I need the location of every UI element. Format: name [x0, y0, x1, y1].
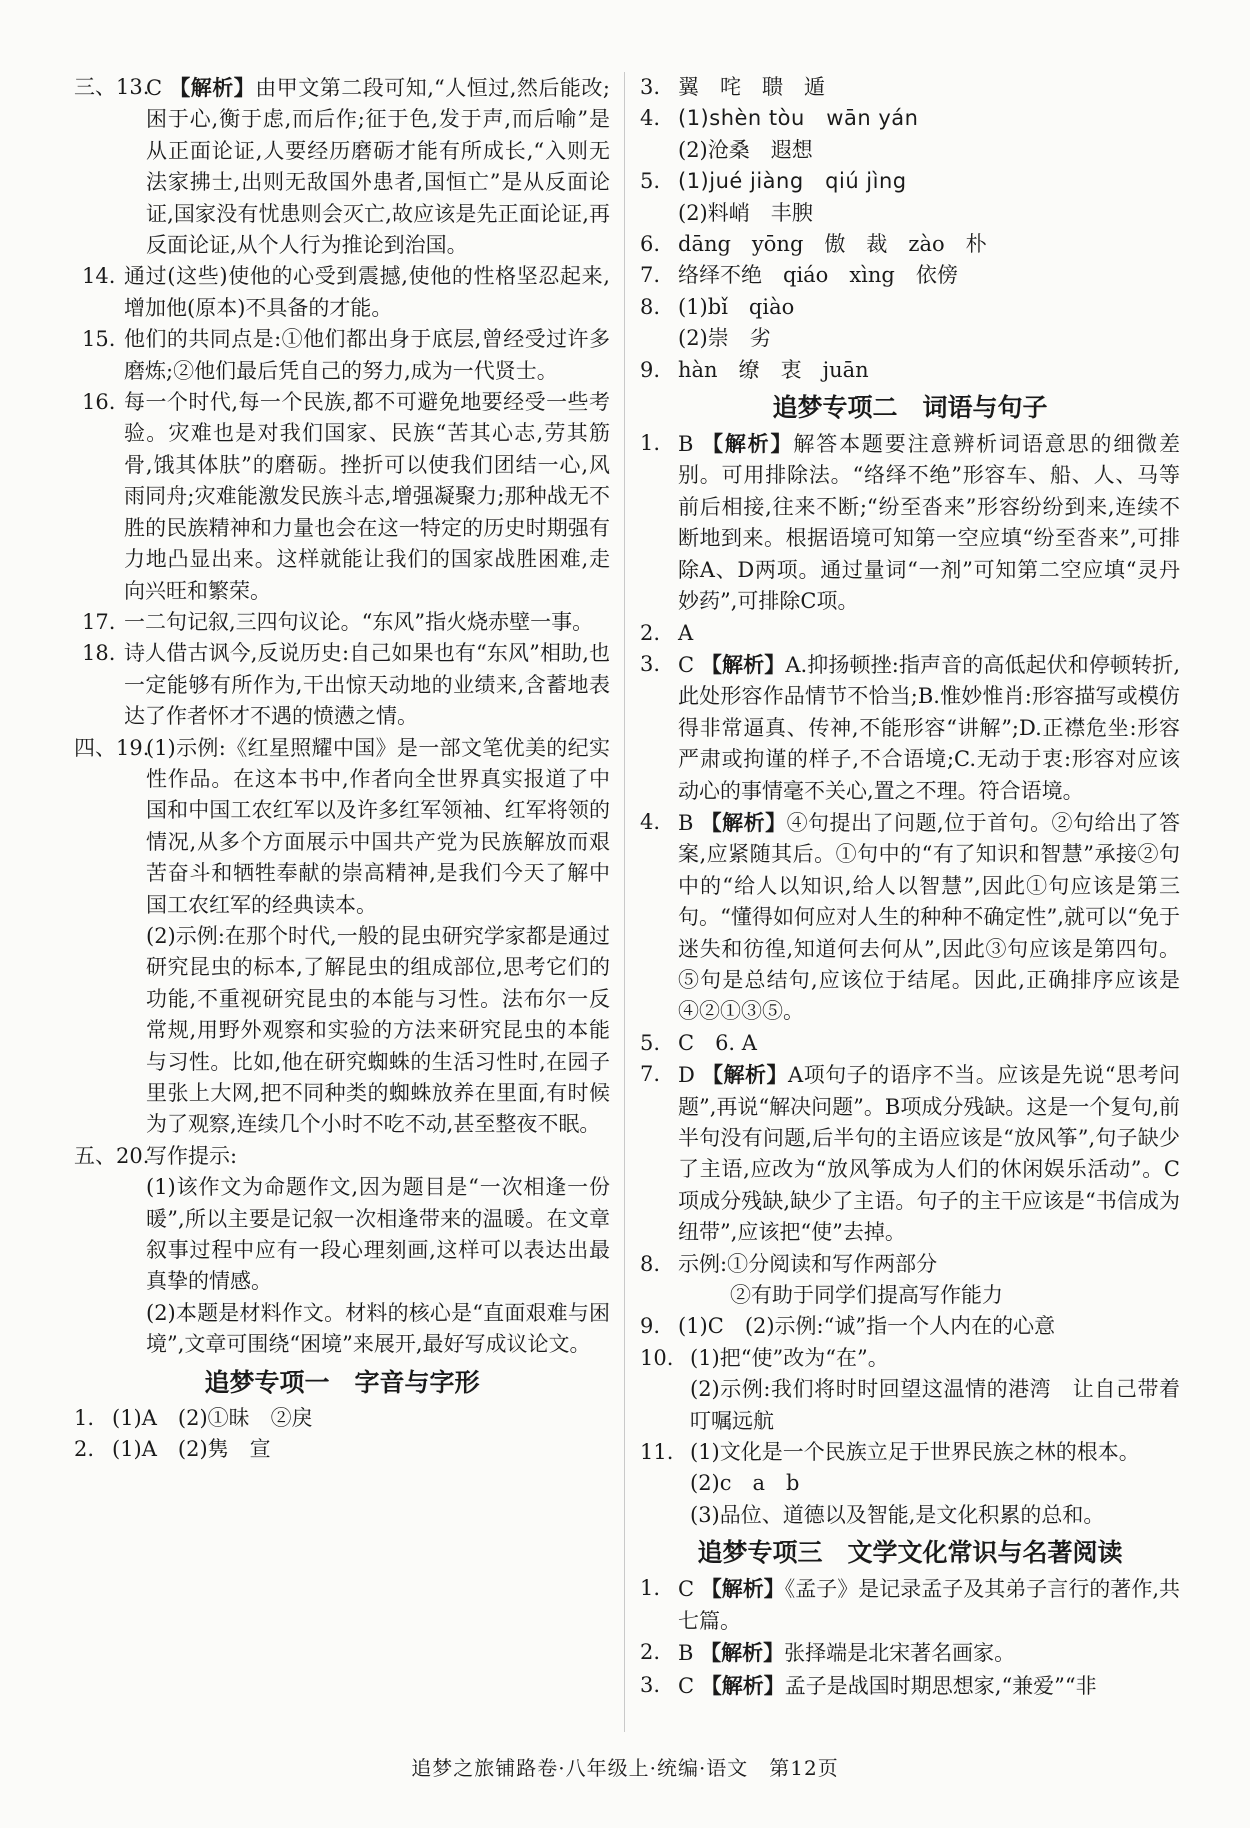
- answer-number: 10.: [640, 1345, 674, 1370]
- answer-number: 四、19.: [74, 735, 150, 760]
- section-heading-2: 追梦专项二 词语与句子: [772, 393, 1048, 423]
- answer-s3q1: [640, 1573, 1180, 1637]
- answer-number: 11.: [640, 1440, 674, 1465]
- answer-line-2: (2)c a b: [690, 1471, 800, 1496]
- answer-number: 5.: [640, 1030, 661, 1055]
- answer-s2q10: [640, 1343, 1180, 1437]
- answer-number: 16.: [82, 390, 116, 415]
- answer-number: 5.: [640, 169, 661, 194]
- answer-text: (1)C (2)示例:“诚”指一个人内在的心意: [678, 1314, 1056, 1339]
- answer-text: 诗人借古讽今,反说历史:自己如果也有“东风”相助,也一定能够有所作为,干出惊天动地的业绩来,含蓄地表达了作者怀才不遇的愤懑之情。: [124, 641, 610, 729]
- answer-q20: [74, 1141, 610, 1361]
- answer-number: 17.: [82, 609, 116, 634]
- answer-line-1: (1)bǐ qiào: [678, 294, 795, 319]
- analysis-tag: 【解析】: [700, 1576, 785, 1602]
- answer-choice: B: [678, 432, 694, 457]
- answer-q19: [74, 733, 610, 1141]
- answer-text: 翼 咤 聩 遁: [678, 75, 825, 99]
- answer-line-1: 示例:①分阅读和写作两部分: [678, 1251, 938, 1276]
- answer-s1q8: [640, 292, 1180, 355]
- answer-number: 1.: [74, 1405, 95, 1430]
- answer-number: 1.: [640, 431, 661, 456]
- answer-line-2: (2)沧桑 遐想: [678, 137, 813, 162]
- answer-s2q3: [640, 649, 1180, 807]
- answer-number: 2.: [640, 620, 661, 645]
- answer-choice: B: [678, 1641, 694, 1666]
- answer-s2q11: [640, 1437, 1180, 1531]
- answer-number: 15.: [82, 327, 116, 352]
- answer-text: hàn 缭 衷 juān: [678, 357, 869, 382]
- answer-text: dāng yōng 傲 裁 zào 朴: [678, 232, 987, 257]
- answer-number: 1.: [640, 1576, 661, 1601]
- answer-number: 7.: [640, 1062, 661, 1087]
- answer-text: A.抑扬顿挫:指声音的高低起伏和停顿转折,此处形容作品情节不恰当;B.惟妙惟肖:形容描写或模仿得非常逼真、传神,不能形容“讲解”;D.正襟危坐:形容严肃或拘谨的样子,不合语境;C.无动于衷:形容对应该动心的事情毫不关心,置之不理。符合语境。: [678, 652, 1181, 803]
- analysis-tag: 【解析】: [700, 1640, 785, 1666]
- answer-choice: C: [678, 652, 695, 677]
- answer-s1q5: [640, 166, 1180, 229]
- analysis-tag: 【解析】: [700, 651, 786, 677]
- answer-s2q4: [640, 807, 1180, 1028]
- answer-text: 张择端是北宋著名画家。: [784, 1641, 1016, 1666]
- answer-text: A: [678, 620, 694, 645]
- answer-choice: C: [678, 1577, 695, 1602]
- page-footer: 追梦之旅铺路卷·八年级上·统编·语文 第12页: [411, 1756, 839, 1780]
- answer-text: 由甲文第二段可知,“人恒过,然后能改;困于心,衡于虑,而后作;征于色,发于声,而后喻”是从正面论证,人要经历磨砺才能有所成长,“入则无法家拂士,出则无敌国外患者,国恒亡”是从反面论证,国家没有忧患则会灭亡,故应该是先正面论证,再反面论证,从个人行为推论到治国。: [146, 76, 610, 258]
- answer-part-1: (1)示例:《红星照耀中国》是一部文笔优美的纪实性作品。在这本书中,作者向全世界真实报道了中国和中国工农红军以及许多红军领袖、红军将领的情况,从多个方面展示中国共产党为民族解放而艰苦奋斗和牺牲奉献的崇高精神,是我们今天了解中国工农红军的经典读本。: [146, 735, 610, 917]
- answer-s2q9: [640, 1311, 1180, 1342]
- answer-q17: [74, 607, 610, 638]
- answer-q16: [74, 387, 610, 607]
- answer-text: 一二句记叙,三四句议论。“东风”指火烧赤壁一事。: [124, 609, 594, 634]
- analysis-tag: 【解析】: [702, 1062, 789, 1088]
- answer-part-2: (2)示例:在那个时代,一般的昆虫研究学家都是通过研究昆虫的标本,了解昆虫的组成部位,思考它们的功能,不重视研究昆虫的本能与习性。法布尔一反常规,用野外观察和实验的方法来研究昆虫的本能与习性。比如,他在研究蜘蛛的生活习性时,在园子里张上大网,把不同种类的蜘蛛放养在里面,有时候为了观察,连续几个小时不吃不动,甚至整夜不眠。: [146, 923, 610, 1137]
- answer-line-2: (2)料峭 丰腴: [678, 200, 813, 225]
- answer-number: 6.: [640, 232, 661, 257]
- answer-number: 9.: [640, 357, 661, 382]
- answer-text: 《孟子》是记录孟子及其弟子言行的著作,共七篇。: [678, 1577, 1180, 1633]
- answer-number: 五、20.: [74, 1143, 150, 1168]
- answer-number: 3.: [640, 651, 661, 676]
- answer-q13: [74, 72, 610, 261]
- answer-number: 3.: [640, 75, 661, 99]
- answer-line-1: (1)文化是一个民族立足于世界民族之林的根本。: [690, 1440, 1140, 1465]
- answer-number: 2.: [640, 1640, 661, 1665]
- left-column: [74, 72, 610, 1465]
- answer-s2q1: [640, 428, 1180, 617]
- answer-s2q5: [640, 1028, 1180, 1059]
- answer-line-3: (3)品位、道德以及智能,是文化积累的总和。: [690, 1502, 1105, 1527]
- answer-line-1: (1)shèn tòu wān yán: [678, 106, 919, 131]
- answer-choice: B: [678, 810, 694, 835]
- answer-text: C 6. A: [678, 1030, 757, 1055]
- answer-s1q6: [640, 229, 1180, 260]
- analysis-tag: 【解析】: [700, 1672, 785, 1698]
- answer-text: 他们的共同点是:①他们都出身于底层,曾经受过许多磨炼;②他们最后凭自己的努力,成为一代贤士。: [124, 327, 610, 383]
- answer-s1q7: [640, 260, 1180, 291]
- answer-number: 18.: [82, 641, 116, 666]
- answer-s3q2: [640, 1637, 1180, 1669]
- answer-s1q2: [74, 1434, 610, 1465]
- answer-line-2: (2)示例:我们将时时回望这温情的港湾 让自己带着叮嘱远航: [690, 1377, 1180, 1433]
- answer-text: ④句提出了问题,位于首句。②句给出了答案,应紧随其后。①句中的“有了知识和智慧”承接②句中的“给人以知识,给人以智慧”,因此①句应该是第三句。“懂得如何应对人生的种种不确定性”,就可以“免于迷失和彷徨,知道何去何从”,因此③句应该是第四句。⑤句是总结句,应该位于结尾。因此,正确排序应该是④②①③⑤。: [678, 810, 1180, 1024]
- answer-s1q1: [74, 1403, 610, 1434]
- answer-s2q2: [640, 618, 1180, 649]
- answer-text: (1)A (2)①昧 ②戾: [112, 1405, 313, 1430]
- section-heading-3: 追梦专项三 文学文化常识与名著阅读: [697, 1538, 1123, 1568]
- answer-text: 解答本题要注意辨析词语意思的细微差别。可用排除法。“络绎不绝”形容车、船、人、马等前后相接,往来不断;“纷至沓来”形容纷纷到来,连续不断地到来。根据语境可知第一空应填“纷至沓来”,可排除A、D两项。通过量词“一剂”可知第二空应填“灵丹妙药”,可排除C项。: [678, 432, 1180, 614]
- answer-line-1: (1)把“使”改为“在”。: [690, 1345, 889, 1370]
- answer-number: 三、13.: [74, 75, 150, 99]
- answer-part-1: (1)该作文为命题作文,因为题目是“一次相逢一份暖”,所以主要是记叙一次相逢带来的温暖。在文章叙事过程中应有一段心理刻画,这样可以表达出最真挚的情感。: [146, 1175, 610, 1294]
- answer-line-2: (2)崇 劣: [678, 326, 771, 351]
- answer-number: 3.: [640, 1672, 661, 1697]
- answer-choice: D: [678, 1063, 695, 1088]
- analysis-tag: 【解析】: [700, 809, 787, 835]
- answer-s2q8: [640, 1249, 1180, 1312]
- answer-number: 2.: [74, 1437, 95, 1462]
- answer-s1q4: [640, 103, 1180, 166]
- answer-number: 9.: [640, 1314, 661, 1339]
- answer-s3q3: [640, 1670, 1180, 1702]
- right-column: [640, 72, 1180, 1702]
- answer-text: 孟子是战国时期思想家,“兼爱”“非: [784, 1673, 1097, 1698]
- answer-line-1: (1)jué jiàng qiú jìng: [678, 169, 907, 194]
- answer-s1q3: [640, 72, 1180, 103]
- answer-number: 14.: [82, 264, 116, 289]
- answer-number: 8.: [640, 1251, 661, 1276]
- answer-choice: C: [146, 76, 163, 100]
- answer-q14: [74, 261, 610, 324]
- analysis-tag: 【解析】: [701, 431, 794, 457]
- answer-number: 7.: [640, 263, 661, 288]
- answer-text: A项句子的语序不当。应该是先说“思考问题”,再说“解决问题”。B项成分残缺。这是一个复句,前半句没有问题,后半句的主语应该是“放风筝”,句子缺少了主语,应改为“放风筝成为人们的休闲娱乐活动”。C项成分残缺,缺少了主语。句子的主干应该是“书信成为纽带”,应该把“使”去掉。: [678, 1063, 1180, 1245]
- answer-part-2: (2)本题是材料作文。材料的核心是“直面艰难与困境”,文章可围绕“困境”来展开,最好写成议论文。: [146, 1300, 610, 1357]
- analysis-tag: 【解析】: [169, 75, 256, 100]
- section-heading-1: 追梦专项一 字音与字形: [204, 1367, 480, 1397]
- answer-text: 络绎不绝 qiáo xìng 依傍: [678, 263, 958, 288]
- answer-q18: [74, 638, 610, 732]
- answer-text: 通过(这些)使他的心受到震撼,使他的性格坚忍起来,增加他(原本)不具备的才能。: [124, 264, 610, 320]
- answer-number: 8.: [640, 294, 661, 319]
- answer-intro: 写作提示:: [146, 1143, 238, 1168]
- answer-choice: C: [678, 1673, 695, 1698]
- column-divider: [624, 72, 625, 1732]
- answer-number: 4.: [640, 809, 661, 834]
- answer-s2q7: [640, 1059, 1180, 1248]
- answer-line-2: ②有助于同学们提高写作能力: [730, 1283, 1003, 1308]
- answer-number: 4.: [640, 106, 661, 131]
- answer-text: 每一个时代,每一个民族,都不可避免地要经受一些考验。灾难也是对我们国家、民族“苦其心志,劳其筋骨,饿其体肤”的磨砺。挫折可以使我们团结一心,风雨同舟;灾难能激发民族斗志,增强凝聚力;那种战无不胜的民族精神和力量也会在这一特定的历史时期强有力地凸显出来。这样就能让我们的国家战胜困难,走向兴旺和繁荣。: [124, 390, 610, 603]
- answer-s1q9: [640, 355, 1180, 386]
- answer-text: (1)A (2)隽 宣: [112, 1437, 271, 1462]
- answer-q15: [74, 324, 610, 387]
